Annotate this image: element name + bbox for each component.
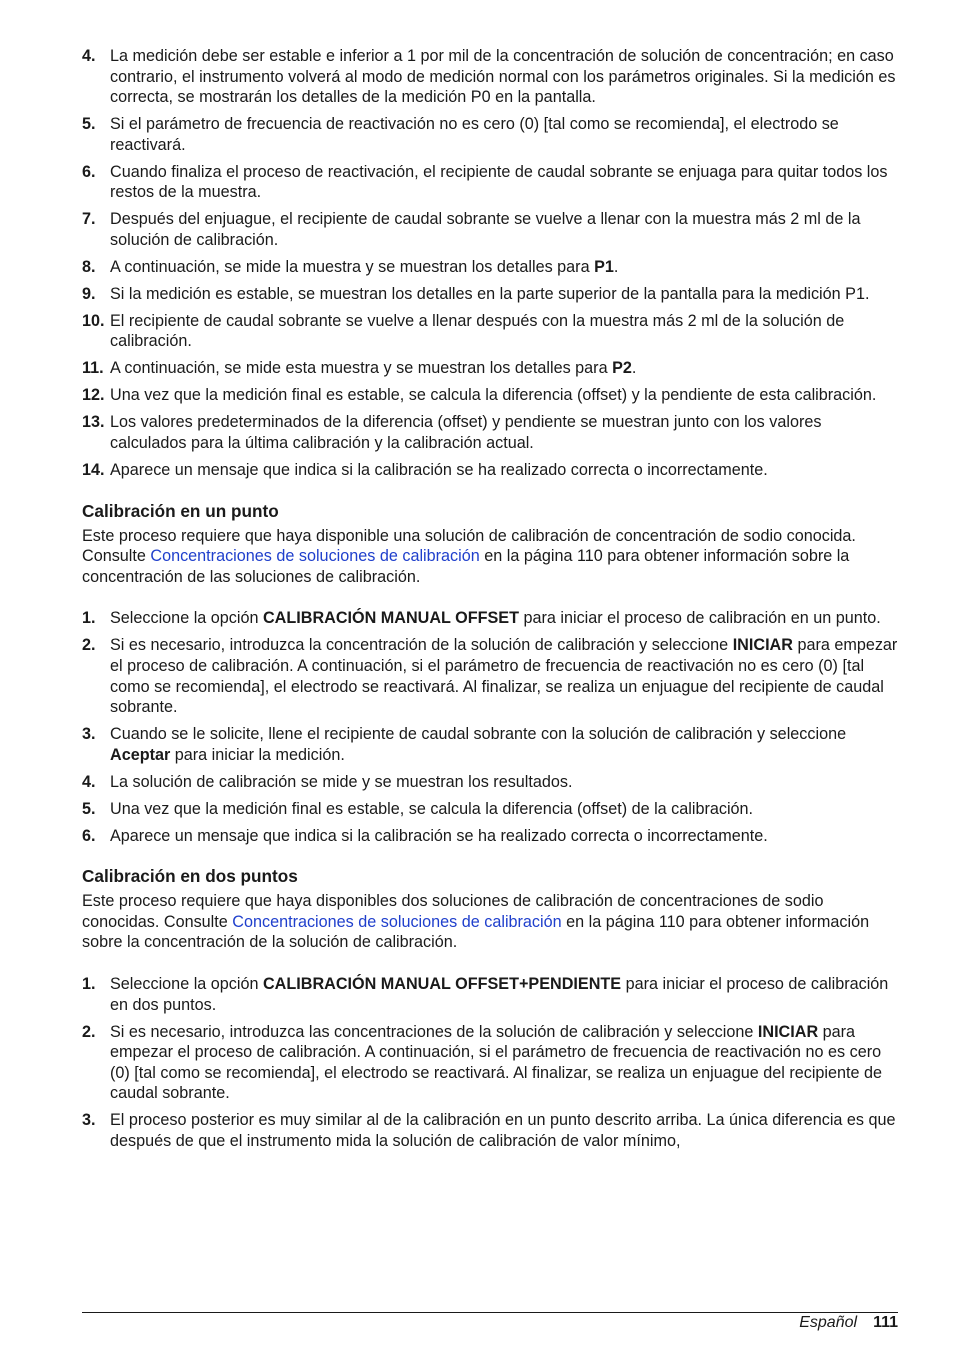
step-text: [110, 359, 636, 377]
step-text: El recipiente de caudal sobrante se vuelve a llenar después con la muestra más 2 ml de la solución de calibración.: [110, 311, 845, 351]
list-item: [82, 1110, 898, 1151]
step-emphasis: Aceptar: [110, 745, 171, 764]
intro-text: Este proceso requiere que haya disponible una solución de calibración de concentración de sodio conocida. Consulte: [82, 526, 856, 566]
step-text: Aparece un mensaje que indica si la calibración se ha realizado correcta o incorrectamente.: [110, 461, 768, 479]
step-number: 2.: [82, 636, 96, 655]
steps-list-one-point: [82, 608, 898, 846]
section-two-point: [82, 865, 898, 1151]
list-item: [82, 385, 898, 406]
step-text-part: Seleccione la opción: [110, 609, 263, 628]
steps-list-two-point: [82, 974, 898, 1152]
step-text: [110, 636, 897, 716]
steps-list-continued: [82, 46, 898, 481]
list-item: [82, 608, 898, 629]
step-text: Si el parámetro de frecuencia de reactivación no es cero (0) [tal como se recomienda], el electrodo se reactivará.: [110, 115, 839, 154]
list-item: [82, 257, 898, 278]
step-text-part: para iniciar la medición.: [170, 745, 345, 764]
step-text: [110, 725, 846, 764]
list-item: [82, 284, 898, 305]
list-item: [82, 724, 898, 765]
list-item: [82, 460, 898, 481]
page-footer: [82, 1312, 898, 1331]
step-text: La solución de calibración se mide y se muestran los resultados.: [110, 772, 573, 791]
step-text: [110, 975, 888, 1014]
step-number: 8.: [82, 257, 96, 276]
document-page: [82, 46, 898, 1158]
step-emphasis: INICIAR: [732, 636, 793, 655]
step-number: 12.: [82, 386, 105, 405]
step-text-part: para empezar el proceso de calibración. A continuación, si el parámetro de frecuencia de reactivación no es cero (0) [tal como se recomienda], el electrodo se reactivará. Al finalizar, se realiza un enjuague del recipiente de caudal sobrante.: [110, 636, 898, 717]
step-number: 11.: [82, 359, 104, 378]
step-number: 2.: [82, 1022, 96, 1041]
step-emphasis: P2: [612, 359, 632, 378]
step-number: 6.: [82, 162, 96, 181]
list-item: [82, 826, 898, 847]
list-item: [82, 46, 898, 108]
list-item: [82, 635, 898, 717]
list-item: [82, 162, 898, 203]
step-number: 5.: [82, 799, 96, 818]
step-text: Una vez que la medición final es estable, se calcula la diferencia (offset) de la calibración.: [110, 799, 754, 818]
step-number: 3.: [82, 1111, 96, 1130]
section-heading: Calibración en dos puntos: [82, 866, 298, 887]
step-text: Los valores predeterminados de la diferencia (offset) y pendiente se muestran junto con los valores calculados para la última calibración y la calibración actual.: [110, 413, 822, 453]
step-text: [110, 609, 881, 627]
list-item: [82, 311, 898, 352]
step-text: El proceso posterior es muy similar al de la calibración en un punto descrito arriba. La única diferencia es que después de que el instrumento mida la solución de calibración de valor mínimo,: [110, 1111, 896, 1150]
step-text-part: A continuación, se mide la muestra y se muestran los detalles para: [110, 257, 595, 276]
list-item: [82, 412, 898, 453]
step-text-part: A continuación, se mide esta muestra y se muestran los detalles para: [110, 359, 613, 378]
footer-language: Español: [799, 1314, 858, 1331]
section-heading: Calibración en un punto: [82, 500, 279, 521]
step-text: [110, 258, 618, 276]
intro-text: en la página 110 para obtener información sobre la concentración de la solución de calibración.: [82, 912, 870, 952]
step-text-part: para empezar el proceso de calibración. A continuación, si el parámetro de frecuencia de reactivación no es cero (0) [tal como se recomienda], el electrodo se reactivará. Al finalizar, se realiza un enjuague del recipiente de caudal sobrante.: [110, 1022, 883, 1103]
step-text: La medición debe ser estable e inferior a 1 por mil de la concentración de solución de concentración; en caso contrario, el instrumento volverá al modo de medición normal con los parámetros originales. Si la medición es correcta, se mostrarán los detalles de la medición P0 en la pantalla.: [110, 47, 896, 107]
list-item: [82, 209, 898, 250]
list-item: [82, 114, 898, 155]
list-item: [82, 772, 898, 793]
step-emphasis: CALIBRACIÓN MANUAL OFFSET+PENDIENTE: [262, 975, 622, 994]
page-number: 111: [873, 1314, 898, 1331]
step-number: 13.: [82, 413, 105, 432]
step-text-part: Si es necesario, introduzca las concentraciones de la solución de calibración y seleccione: [110, 1022, 758, 1041]
step-text-part: Si es necesario, introduzca la concentración de la solución de calibración y seleccione: [110, 636, 733, 655]
step-number: 10.: [82, 311, 105, 330]
step-text-part: para iniciar el proceso de calibración en dos puntos.: [110, 975, 889, 1014]
step-text-part: Seleccione la opción: [110, 975, 263, 994]
list-item: [82, 1022, 898, 1104]
step-text: Si la medición es estable, se muestran los detalles en la parte superior de la pantalla para la medición P1.: [110, 284, 870, 303]
step-number: 3.: [82, 725, 96, 744]
step-emphasis: P1: [594, 257, 614, 276]
section-intro: [82, 891, 898, 953]
step-number: 6.: [82, 826, 96, 845]
list-item: [82, 974, 898, 1015]
intro-text: en la página 110 para obtener información sobre la concentración de las soluciones de calibración.: [82, 547, 850, 586]
step-text: Una vez que la medición final es estable, se calcula la diferencia (offset) y la pendiente de esta calibración.: [110, 386, 877, 405]
list-item: [82, 799, 898, 820]
step-number: 14.: [82, 461, 105, 479]
step-emphasis: CALIBRACIÓN MANUAL OFFSET: [262, 609, 519, 628]
intro-text: Este proceso requiere que haya disponibles dos soluciones de calibración de concentraciones de sodio conocidas. Consulte: [82, 892, 824, 931]
step-emphasis: INICIAR: [757, 1022, 819, 1041]
step-text-part: para iniciar el proceso de calibración en un punto.: [518, 609, 881, 628]
step-number: 5.: [82, 115, 96, 134]
step-number: 7.: [82, 210, 96, 229]
step-number: 1.: [82, 609, 96, 628]
step-number: 9.: [82, 284, 96, 303]
step-number: 4.: [82, 772, 96, 791]
step-text-part: .: [613, 257, 619, 276]
step-text: Después del enjuague, el recipiente de caudal sobrante se vuelve a llenar con la muestra más 2 ml de la solución de calibración.: [110, 210, 861, 249]
list-item: [82, 358, 898, 379]
cross-reference-link[interactable]: Concentraciones de soluciones de calibración: [150, 547, 480, 566]
step-text: Aparece un mensaje que indica si la calibración se ha realizado correcta o incorrectamente.: [110, 826, 768, 845]
step-number: 1.: [82, 975, 96, 994]
footer-right: [799, 1313, 898, 1333]
step-text: Cuando finaliza el proceso de reactivación, el recipiente de caudal sobrante se enjuaga para quitar todos los restos de la muestra.: [110, 162, 888, 202]
step-text-part: .: [631, 359, 637, 378]
cross-reference-link[interactable]: Concentraciones de soluciones de calibración: [232, 912, 562, 931]
step-number: 4.: [82, 47, 96, 65]
step-text-part: Cuando se le solicite, llene el recipiente de caudal sobrante con la solución de calibración y seleccione: [110, 725, 847, 744]
section-intro: [82, 526, 898, 588]
step-text: [110, 1023, 882, 1103]
section-one-point: [82, 500, 898, 847]
